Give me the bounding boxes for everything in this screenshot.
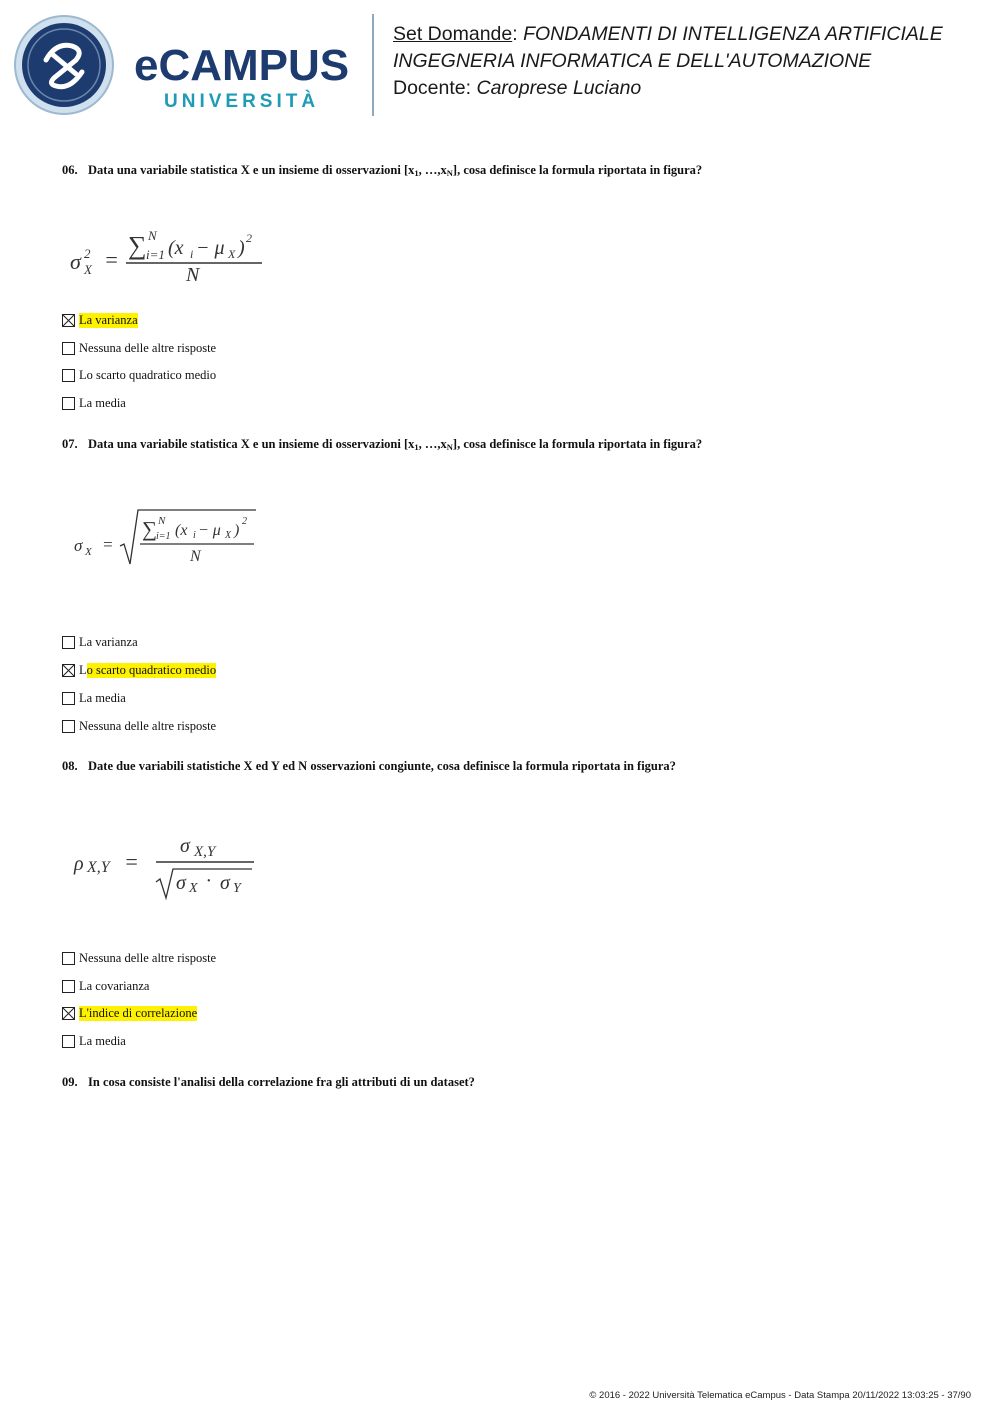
svg-text:X: X (189, 881, 198, 896)
answer-label: Nessuna delle altre risposte (79, 340, 217, 355)
question-number: 08. (62, 759, 78, 773)
svg-text:Y: Y (233, 881, 241, 896)
svg-text:X,Y: X,Y (87, 859, 110, 876)
svg-text:X: X (84, 262, 92, 277)
ecampus-logo (14, 14, 364, 116)
svg-text:∑: ∑ (142, 517, 157, 541)
question-text: , …,x (418, 437, 447, 451)
question-07 (62, 437, 702, 452)
checkbox[interactable] (62, 692, 75, 705)
svg-text:N: N (190, 548, 201, 565)
svg-text:=: = (124, 849, 139, 874)
answer-option[interactable] (62, 690, 126, 706)
degree-title: INGEGNERIA INFORMATICA E DELL'AUTOMAZIONE (393, 50, 872, 72)
formula-correlation-index (60, 826, 280, 916)
teacher-name: Caroprese Luciano (476, 77, 642, 99)
svg-text:): ) (238, 237, 245, 259)
subscript: 1 (414, 168, 419, 178)
svg-text:i: i (193, 530, 196, 541)
svg-text:X: X (225, 530, 232, 541)
svg-text:X: X (85, 546, 92, 558)
formula-variance (60, 218, 280, 308)
checkbox-checked[interactable] (62, 314, 75, 327)
subscript: N (446, 442, 453, 452)
question-number: 06. (62, 163, 78, 177)
svg-text:σ: σ (180, 835, 190, 857)
question-text: In cosa consiste l'analisi della correlazione fra gli attributi di un dataset? (88, 1075, 475, 1089)
svg-text:N: N (148, 228, 157, 243)
svg-text:σ: σ (74, 536, 83, 555)
question-text: , …,x (418, 163, 447, 177)
answer-option[interactable] (62, 367, 216, 383)
svg-text:2: 2 (246, 231, 252, 245)
checkbox-checked[interactable] (62, 1007, 75, 1020)
checkbox[interactable] (62, 369, 75, 382)
svg-text:N: N (186, 264, 200, 286)
answer-label: Lo scarto quadratico medio (79, 367, 217, 382)
header-colon: : (512, 23, 518, 45)
checkbox-checked[interactable] (62, 664, 75, 677)
answer-label: La varianza (79, 634, 138, 649)
answer-option[interactable] (62, 718, 216, 734)
course-title: FONDAMENTI DI INTELLIGENZA ARTIFICIALE (523, 23, 943, 45)
question-text: Data una variabile statistica X e un insieme di osservazioni [x (88, 163, 415, 177)
checkbox[interactable] (62, 952, 75, 965)
answer-label-highlighted: L'indice di correlazione (79, 1005, 198, 1020)
teacher-line (393, 75, 993, 102)
svg-text:∑: ∑ (128, 231, 147, 260)
svg-text:i=1: i=1 (146, 247, 165, 262)
answer-option[interactable] (62, 395, 126, 411)
question-text: Data una variabile statistica X e un insieme di osservazioni [x (88, 437, 415, 451)
answer-option[interactable] (62, 340, 216, 356)
svg-text:=: = (102, 535, 114, 554)
svg-text:·: · (206, 870, 211, 892)
svg-text:X,Y: X,Y (194, 844, 216, 860)
checkbox[interactable] (62, 636, 75, 649)
set-domande-label: Set Domande (393, 23, 513, 45)
svg-text:− μ: − μ (196, 237, 225, 259)
teacher-label: Docente: (393, 77, 472, 99)
question-06 (62, 163, 702, 178)
svg-text:UNIVERSITÀ: UNIVERSITÀ (164, 91, 320, 112)
document-header (393, 21, 993, 102)
checkbox[interactable] (62, 397, 75, 410)
answer-label-highlighted: o scarto quadratico medio (86, 662, 217, 677)
answer-label: La media (79, 395, 126, 410)
checkbox[interactable] (62, 720, 75, 733)
svg-text:): ) (234, 522, 240, 539)
svg-text:2: 2 (84, 246, 91, 261)
svg-text:i=1: i=1 (156, 531, 171, 542)
svg-text:N: N (158, 515, 166, 527)
answer-option[interactable] (62, 950, 216, 966)
question-text: ], cosa definisce la formula riportata in figura? (452, 163, 703, 177)
svg-text:σ: σ (220, 872, 230, 894)
answer-option[interactable] (62, 312, 138, 328)
answer-option[interactable] (62, 634, 138, 650)
question-08 (62, 759, 676, 774)
svg-text:− μ: − μ (198, 522, 221, 539)
svg-text:2: 2 (242, 516, 247, 527)
page-footer: © 2016 - 2022 Università Telematica eCampus - Data Stampa 20/11/2022 13:03:25 - 37/90 (589, 1390, 971, 1401)
question-text: Date due variabili statistiche X ed Y ed N osservazioni congiunte, cosa definisce la formula riportata in figura? (88, 759, 676, 773)
svg-text:σ: σ (70, 249, 81, 274)
answer-label: La covarianza (79, 978, 150, 993)
answer-option[interactable] (62, 978, 149, 994)
checkbox[interactable] (62, 1035, 75, 1048)
svg-text:i: i (190, 247, 194, 261)
svg-text:X: X (228, 247, 236, 261)
question-09 (62, 1075, 475, 1090)
answer-option[interactable] (62, 1033, 126, 1049)
subscript: N (446, 168, 453, 178)
svg-text:(x: (x (175, 522, 188, 539)
svg-text:(x: (x (168, 237, 184, 259)
checkbox[interactable] (62, 342, 75, 355)
answer-label: La media (79, 690, 126, 705)
answer-option[interactable] (62, 662, 216, 678)
answer-label: Nessuna delle altre risposte (79, 718, 217, 733)
answer-label: L (79, 662, 87, 677)
answer-label: La media (79, 1033, 126, 1048)
question-text: ], cosa definisce la formula riportata in figura? (452, 437, 703, 451)
question-number: 09. (62, 1075, 78, 1089)
header-divider (372, 14, 374, 116)
svg-text:ρ: ρ (74, 853, 84, 875)
checkbox[interactable] (62, 980, 75, 993)
answer-label-highlighted: La varianza (79, 312, 138, 327)
answer-option[interactable] (62, 1005, 197, 1021)
svg-text:σ: σ (176, 872, 186, 894)
question-number: 07. (62, 437, 78, 451)
subscript: 1 (414, 442, 419, 452)
answer-label: Nessuna delle altre risposte (79, 950, 217, 965)
svg-text:=: = (104, 247, 119, 272)
svg-text:eCAMPUS: eCAMPUS (134, 41, 350, 90)
header-line-1 (393, 21, 993, 48)
formula-standard-deviation (60, 500, 280, 590)
